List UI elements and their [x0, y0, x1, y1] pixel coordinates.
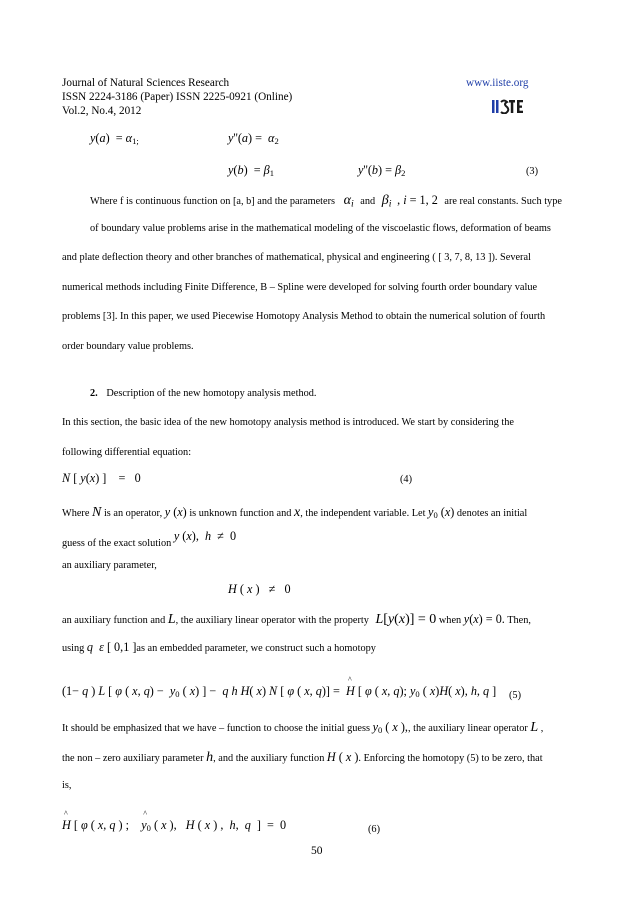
equation-4: N [ y(x) ] = 0 — [62, 471, 141, 485]
where-line: Where N is an operator, y (x) is unknown function and x, the independent variable. Let $y_0$ (x) denotes an initial — [62, 505, 528, 521]
bc-y-a: $y(a) = \alpha_{1;}$ — [90, 131, 139, 147]
para1-line3: and plate deflection theory and other branches of mathematical, physical and engineering ( [ 3, 7, 8, 13 ]). Several — [62, 252, 531, 263]
using-line: using q ε [ 0,1 ]as an embedded parameter, we construct such a homotopy — [62, 640, 376, 654]
equation-5: (1− q ) L [ φ ( x, $q) - y_0$ ( x) ] − q h H( x) N [ φ ( x, q)] = ^ H [ φ ( x, q); $y_0$ ( x)H( x), h, q ] — [62, 684, 496, 699]
para1-line6: order boundary value problems. — [62, 341, 194, 352]
equation-number-6: (6) — [368, 824, 381, 835]
para1-line2: of boundary value problems arise in the mathematical modeling of the viscoelastic flows, deformation of beams — [90, 223, 551, 234]
nonzero-line: the non – zero auxiliary parameter h, and the auxiliary function H ( x ). Enforcing the homotopy (5) to be zero, that — [62, 750, 543, 765]
para1-line4: numerical methods including Finite Difference, B – Spline were developed for solving fourth order boundary value — [62, 282, 538, 293]
equation-number-5: (5) — [509, 690, 522, 701]
para2-line2: following differential equation: — [62, 447, 192, 458]
para1-line1: Where f is continuous function on [a, b] and the parameters $\alpha_i$ and $\beta_i$ , i = 1, 2 are real constants. Such type — [90, 193, 562, 210]
section-heading — [90, 388, 317, 399]
is-line: is, — [62, 780, 72, 791]
equation-number-4: (4) — [400, 474, 413, 485]
website-link[interactable]: www.iiste.org — [466, 77, 529, 89]
volume-line: Vol.2, No.4, 2012 — [62, 105, 142, 117]
aux-func-line: an auxiliary function and L, the auxiliary linear operator with the property L[y(x)] = 0 when y(x) = 0. Then, — [62, 612, 531, 627]
bc-ypp-b: $y''(b) = \beta_2$ — [358, 163, 406, 179]
page-number: 50 — [311, 845, 323, 857]
iiste-logo — [492, 98, 524, 114]
bc-ypp-a: $y''(a) = \alpha_2$ — [228, 131, 279, 147]
equation-6: ^ H [ φ ( x, q ) ; ^ $y_0$ ( x ), H ( x ) , h, q ] = 0 — [62, 818, 286, 833]
section-number: 2. — [90, 388, 98, 399]
bc-y-b: $y(b) = \beta_1$ — [228, 163, 274, 179]
equation-number-3: (3) — [526, 166, 539, 177]
journal-name: Journal of Natural Sciences Research — [62, 77, 230, 89]
aux-param-line: an auxiliary parameter, — [62, 560, 157, 571]
issn-line: ISSN 2224-3186 (Paper) ISSN 2225-0921 (Online) — [62, 91, 293, 103]
H-nonzero: H ( x ) ≠ 0 — [228, 582, 291, 596]
emphasis-line: It should be emphasized that we have – function to choose the initial guess $y_0$ ( x ),, the auxiliary linear operator L , — [62, 720, 544, 736]
guess-line: guess of the exact solution y (x), h ≠ 0 — [62, 529, 237, 549]
para2-line1: In this section, the basic idea of the new homotopy analysis method is introduced. We start by considering the — [62, 417, 514, 428]
section-title: Description of the new homotopy analysis method. — [106, 388, 317, 399]
para1-line5: problems [3]. In this paper, we used Piecewise Homotopy Analysis Method to obtain the numerical solution of fourth — [62, 311, 546, 322]
